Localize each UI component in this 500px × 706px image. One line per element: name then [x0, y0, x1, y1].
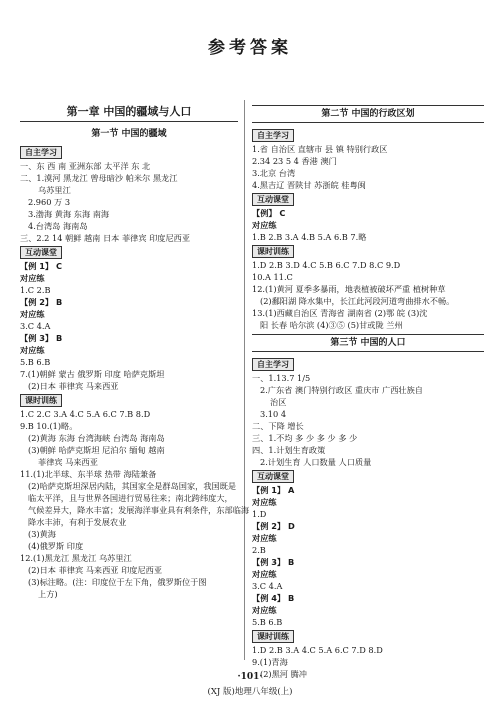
answer-line: 2.960 万 3	[28, 197, 71, 207]
answer-line: 3.渤海 黄海 东海 南海	[28, 209, 110, 219]
answer-line: 7.(1)朝鲜 蒙古 俄罗斯 印度 哈萨克斯坦	[20, 369, 165, 379]
answer-line: (3)标注略。(注：印度位于左下角，俄罗斯位于图	[28, 577, 207, 587]
answer-line: (2)黄海 东海 台湾海峡 台湾岛 海南岛	[28, 433, 165, 443]
answer-line: 1.省 自治区 直辖市 县 镇 特别行政区	[252, 144, 388, 154]
answer-line: 一、东 西 南 亚洲东部 太平洋 东 北	[20, 161, 151, 171]
answer-line: 二、下降 增长	[252, 421, 304, 431]
answer-line: 1.C 2.B	[20, 285, 51, 295]
example-line: 【例 4】 B	[252, 593, 295, 603]
example-line: 【例 3】 B	[20, 333, 63, 343]
answer-line: 1.B 2.B 3.A 4.B 5.A 6.B 7.略	[252, 232, 367, 242]
answer-line: 11.(1)北半球、东半球 热带 海陆兼备	[20, 469, 157, 479]
answer-line: 降水丰沛，有利于发展农业	[28, 517, 127, 527]
answer-line: 2.广东省 澳门特别行政区 重庆市 广西壮族自	[260, 385, 423, 395]
tag-zizhu: 自主学习	[252, 129, 294, 142]
section-heading: 第二节 中国的行政区划	[252, 105, 484, 123]
example-line: 【例 3】 B	[252, 557, 295, 567]
tag-keshi: 课时训练	[252, 630, 294, 643]
answer-line: 9.(1)青海	[252, 657, 288, 667]
answer-line: 5.B 6.B	[252, 617, 283, 627]
chapter-heading: 第一章 中国的疆域与人口	[20, 102, 238, 122]
example-line: 【例 2】 D	[252, 521, 295, 531]
example-line: 【例 1】 A	[252, 485, 295, 495]
answer-line: 13.(1)西藏自治区 青海省 湖南省 (2)鄂 皖 (3)沈	[252, 308, 428, 318]
answer-line: 2.34 23 5 4 香港 澳门	[252, 156, 337, 166]
tag-hudong: 互动课堂	[252, 470, 294, 483]
answer-line: 菲律宾 马来西亚	[38, 457, 98, 467]
right-column	[252, 102, 484, 680]
answer-line: (2)鄱阳湖 降水集中，长江此河段河道弯曲排水不畅。	[260, 296, 455, 306]
answer-line: (2)哈萨克斯坦深居内陆，其国家全是群岛国家，我国既是	[28, 481, 237, 491]
answer-line: 3.10 4	[260, 409, 287, 419]
practice-label: 对应练	[252, 605, 277, 615]
answer-line: 二、1.漠河 黑龙江 曾母暗沙 帕米尔 黑龙江	[20, 173, 178, 183]
answer-line: (2)黑河 腾冲	[260, 669, 307, 679]
answer-line: (4)俄罗斯 印度	[28, 541, 84, 551]
section-heading: 第三节 中国的人口	[252, 334, 484, 352]
left-column	[20, 102, 250, 600]
answer-line: 1.D 2.B 3.A 4.C 5.A 6.C 7.D 8.D	[252, 645, 383, 655]
practice-label: 对应练	[252, 569, 277, 579]
tag-zizhu: 自主学习	[20, 146, 62, 159]
answer-line: 阳 长春 哈尔滨 (4)③⑤ (5)甘或陇 兰州	[260, 320, 403, 330]
section-heading: 第一节 中国的疆域	[91, 129, 167, 139]
practice-label: 对应练	[20, 273, 45, 283]
answer-line: (2)日本 菲律宾 马来西亚	[28, 381, 119, 391]
page-title: 参考答案	[208, 38, 292, 58]
tag-hudong: 互动课堂	[20, 246, 62, 259]
answer-line: 上方)	[38, 589, 58, 599]
answer-line: 临太平洋，且与世界各国进行贸易往来；南北跨纬度大，	[28, 493, 233, 503]
answer-line: 三、1.不均 多 少 多 少 多 少	[252, 433, 358, 443]
answer-line: 2.B	[252, 545, 266, 555]
answer-line: 1.D 2.B 3.D 4.C 5.B 6.C 7.D 8.C 9.D	[252, 260, 401, 270]
answer-line: 治区	[270, 397, 287, 407]
answer-line: 9.B 10.(1)略。	[20, 421, 78, 431]
answer-line: (3)黄海	[28, 529, 56, 539]
practice-label: 对应练	[20, 345, 45, 355]
tag-hudong: 互动课堂	[252, 193, 294, 206]
practice-label: 对应练	[252, 497, 277, 507]
answer-line: 12.(1)黄河 夏季多暴雨，地表植被破坏严重 植树种草	[252, 284, 446, 294]
answer-line: (3)朝鲜 哈萨克斯坦 尼泊尔 缅甸 越南	[28, 445, 165, 455]
answer-line: 3.C 4.A	[252, 581, 283, 591]
answer-line: 3.北京 台湾	[252, 168, 296, 178]
practice-label: 对应练	[20, 309, 45, 319]
answer-line: (2)日本 菲律宾 马来西亚 印度尼西亚	[28, 565, 163, 575]
answer-line: 12.(1)黑龙江 黑龙江 乌苏里江	[20, 553, 132, 563]
tag-keshi: 课时训练	[252, 245, 294, 258]
tag-zizhu: 自主学习	[252, 358, 294, 371]
answer-line: 1.C 2.C 3.A 4.C 5.A 6.C 7.B 8.D	[20, 409, 151, 419]
answer-line: 乌苏里江	[38, 185, 71, 195]
answer-line: 4.台湾岛 海南岛	[28, 221, 88, 231]
answer-line: 气候差异大，降水丰富；发展海洋事业具有利条件，东部临海	[28, 505, 250, 515]
answer-line: 4.黑吉辽 晋陕甘 苏浙皖 桂粤闽	[252, 180, 366, 190]
practice-label: 对应练	[252, 533, 277, 543]
example-line: 【例】 C	[252, 208, 286, 218]
answer-line: 5.B 6.B	[20, 357, 51, 367]
answer-line: 四、1.计划生育政策	[252, 445, 326, 455]
example-line: 【例 1】 C	[20, 261, 62, 271]
answer-line: 2.计划生育 人口数量 人口质量	[260, 457, 372, 467]
column-divider	[244, 100, 245, 660]
page-footer-subtitle: (XJ 版)地理八年级(上)	[207, 687, 293, 697]
answer-line: 三、2.2 14 朝鲜 越南 日本 菲律宾 印度尼西亚	[20, 233, 191, 243]
answer-line: 3.C 4.A	[20, 321, 51, 331]
practice-label: 对应练	[252, 220, 277, 230]
example-line: 【例 2】 B	[20, 297, 63, 307]
tag-keshi: 课时训练	[20, 394, 62, 407]
answer-line: 1.D	[252, 509, 267, 519]
answer-line: 10.A 11.C	[252, 272, 293, 282]
page-number: ·101·	[237, 672, 263, 682]
answer-line: 一、1.13.7 1/5	[252, 373, 311, 383]
